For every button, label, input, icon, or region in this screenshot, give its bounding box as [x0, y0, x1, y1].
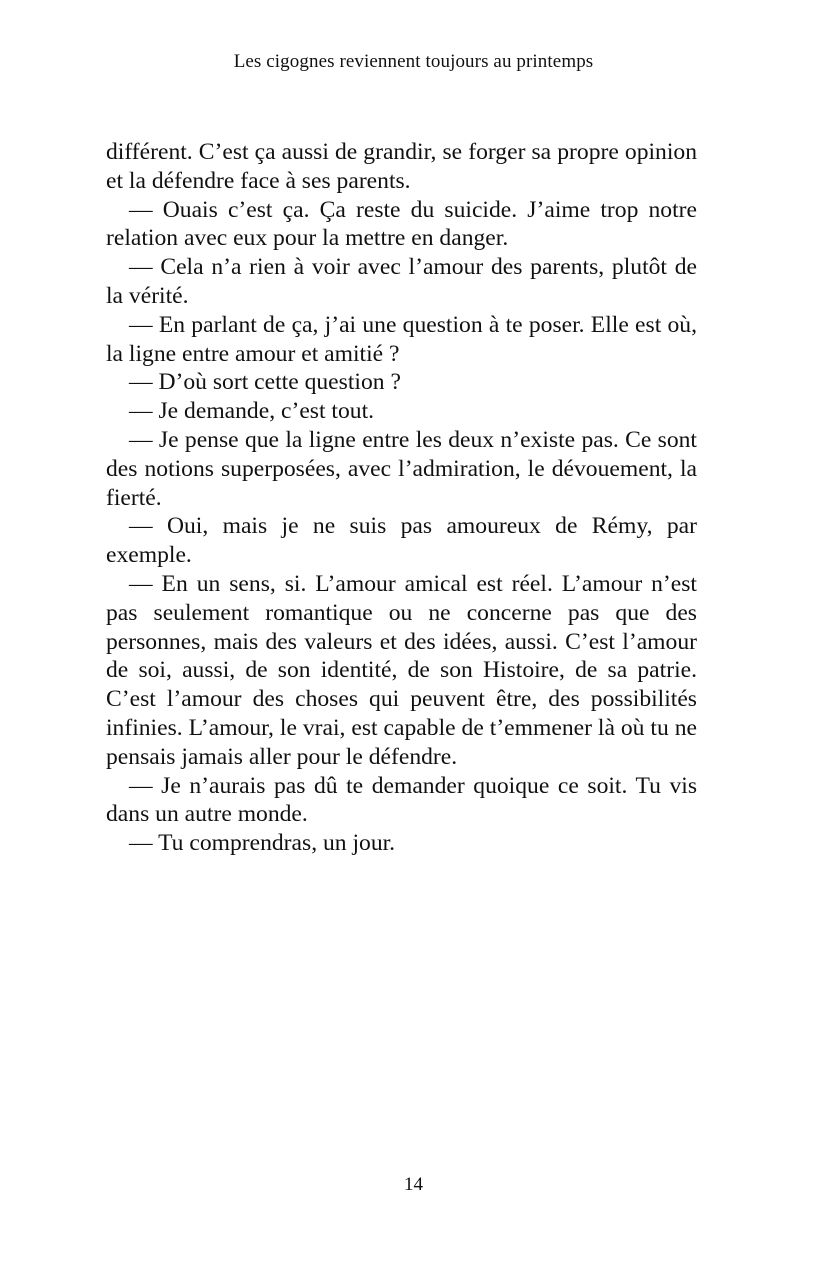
- dialogue-line: — Je pense que la ligne entre les deux n’existe pas. Ce sont des notions superposées, avec l’admiration, le dévouement, la fierté.: [106, 426, 697, 511]
- running-header: Les cigognes reviennent toujours au printemps: [233, 51, 594, 72]
- paragraph-continuation: différent. C’est ça aussi de grandir, se forger sa propre opinion et la défendre face à ses parents.: [106, 139, 697, 194]
- dialogue-line: — Oui, mais je ne suis pas amoureux de Rémy, par exemple.: [106, 513, 697, 569]
- dialogue-line: — En parlant de ça, j’ai une question à te poser. Elle est où, la ligne entre amour et amitié ?: [106, 311, 697, 367]
- dialogue-line: — D’où sort cette question ?: [129, 369, 401, 396]
- dialogue-line: — En un sens, si. L’amour amical est réel. L’amour n’est pas seulement romantique ou ne concerne pas que des personnes, mais des valeurs et des idées, aussi. C’est l’amour de soi, aussi, de son identité, de son Histoire, de sa patrie. C’est l’amour des choses qui peuvent être, des possibilités infinies. L’amour, le vrai, est capable de t’emmener là où tu ne pensais jamais aller pour le défendre.: [106, 570, 697, 770]
- body-text: [106, 138, 697, 858]
- dialogue-line: — Tu comprendras, un jour.: [129, 830, 396, 857]
- page-number: 14: [404, 1174, 423, 1195]
- dialogue-line: — Je demande, c’est tout.: [129, 398, 375, 425]
- dialogue-line: — Cela n’a rien à voir avec l’amour des parents, plutôt de la vérité.: [106, 254, 697, 309]
- dialogue-line: — Je n’aurais pas dû te demander quoique ce soit. Tu vis dans un autre monde.: [106, 772, 697, 828]
- dialogue-line: — Ouais c’est ça. Ça reste du suicide. J’aime trop notre relation avec eux pour la mettre en danger.: [106, 196, 697, 252]
